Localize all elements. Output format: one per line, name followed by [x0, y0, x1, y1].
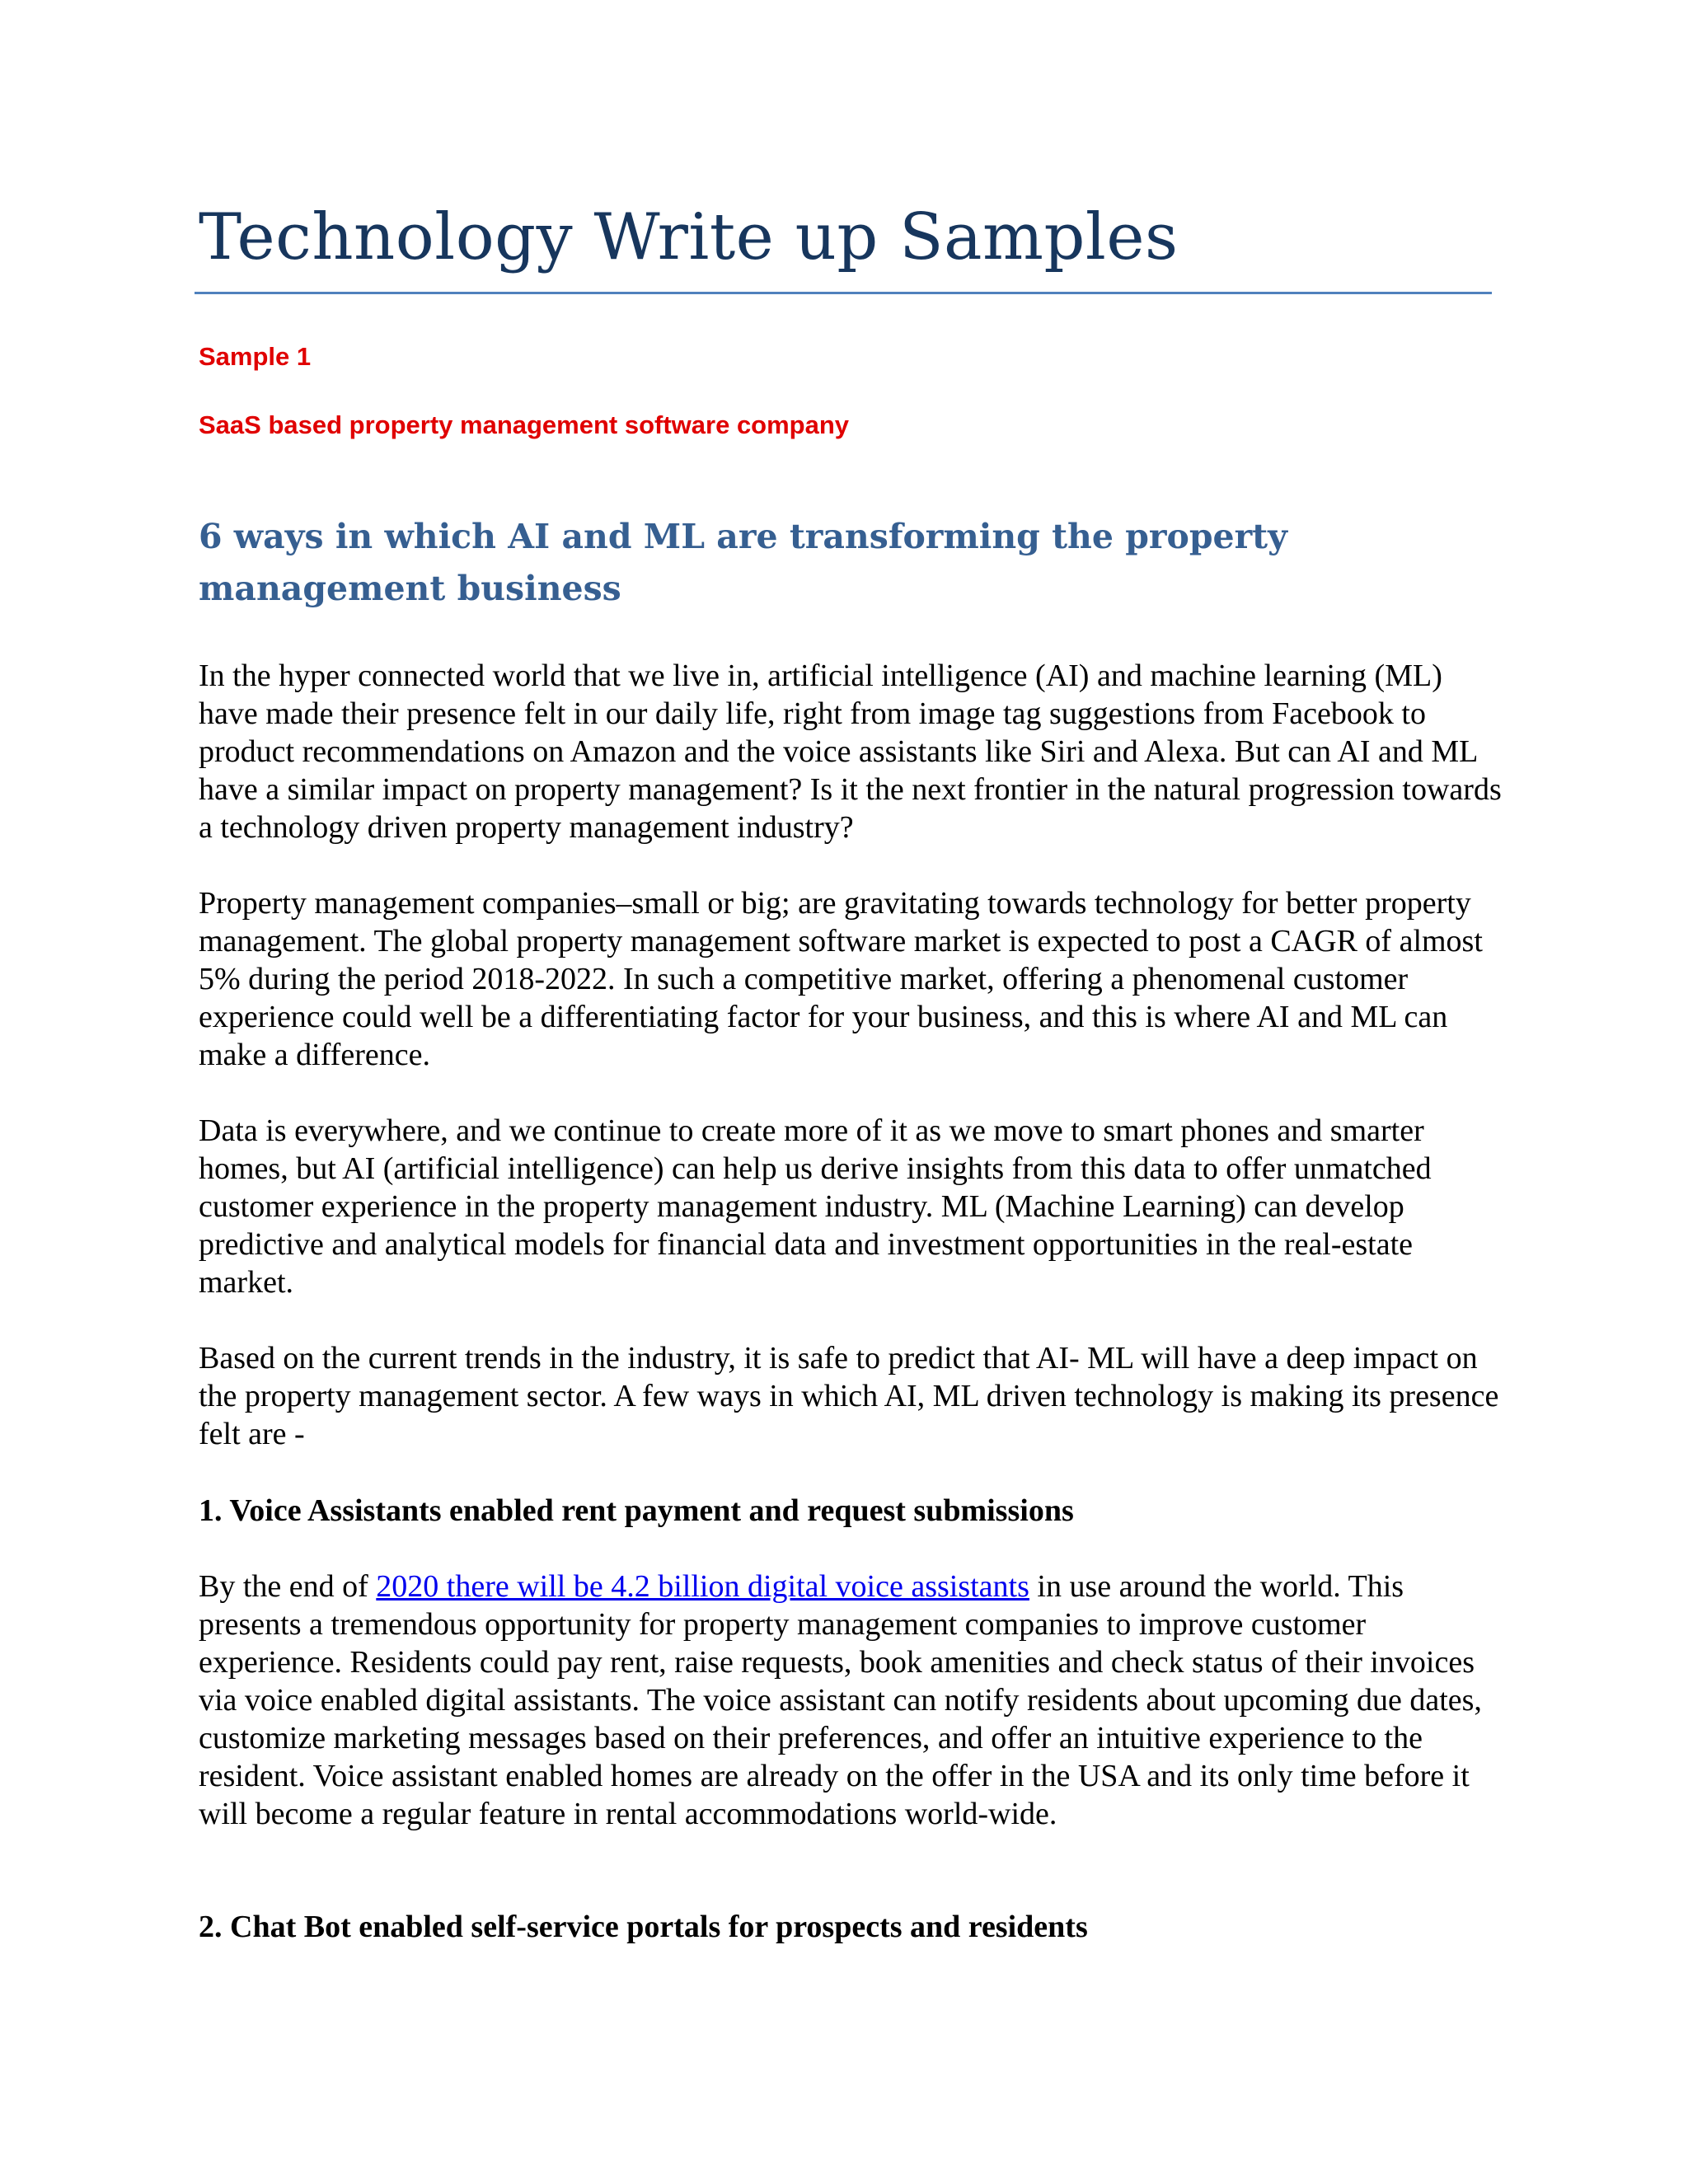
paragraph-data: Data is everywhere, and we continue to create more of it as we move to smart phones and smarter homes, but AI (artificial intelligence) can help us derive insights from this data to offer unmatched customer experience in the property management industry. ML (Machine Learning) can develop predictive and analytical models for financial data and investment opportunities in the real-estate market. — [199, 1113, 1432, 1300]
paragraph-intro: In the hyper connected world that we live in, artificial intelligence (AI) and machine learning (ML) have made their presence felt in our daily life, right from image tag suggestions from Facebook to product recommendations on Amazon and the voice assistants like Siri and Alexa. But can AI and ML have a similar impact on property management? Is it the next frontier in the natural progression towards a technology driven property management industry? — [199, 658, 1502, 845]
paragraph-trends: Based on the current trends in the industry, it is safe to predict that AI- ML will have a deep impact on the property management sector. A few ways in which AI, ML driven technology is making its presence felt are - — [199, 1341, 1499, 1451]
paragraph-voice-assistants — [199, 1568, 1509, 1833]
paragraph-text-before-link: By the end of — [199, 1569, 377, 1604]
sample-subtitle: SaaS based property management software company — [199, 410, 850, 439]
title-underline-rule — [195, 292, 1492, 294]
document-title: Technology Write up Samples — [199, 200, 1179, 274]
voice-assistants-link[interactable]: 2020 there will be 4.2 billion digital voice assistants — [376, 1569, 1029, 1604]
section-heading-chat-bot: 2. Chat Bot enabled self-service portals for prospects and residents — [199, 1910, 1088, 1944]
paragraph-market: Property management companies–small or big; are gravitating towards technology for better property management. The global property management software market is expected to post a CAGR of almost 5% during the period 2018-2022. In such a competitive market, offering a phenomenal customer experience could well be a differentiating factor for your business, and this is where AI and ML can make a difference. — [199, 886, 1483, 1072]
section-heading-voice-assistants: 1. Voice Assistants enabled rent payment and request submissions — [199, 1493, 1074, 1528]
article-heading: 6 ways in which AI and ML are transforming the property management business — [199, 517, 1287, 608]
paragraph-text-after-link: in use around the world. This presents a tremendous opportunity for property management companies to improve customer experience. Residents could pay rent, raise requests, book amenities and check status of their invoices via voice enabled digital assistants. The voice assistant can notify residents about upcoming due dates, customize marketing messages based on their preferences, and offer an intuitive experience to the resident. Voice assistant enabled homes are already on the offer in the USA and its only time before it will become a regular feature in rental accommodations world-wide. — [199, 1569, 1482, 1831]
sample-label: Sample 1 — [199, 342, 312, 371]
